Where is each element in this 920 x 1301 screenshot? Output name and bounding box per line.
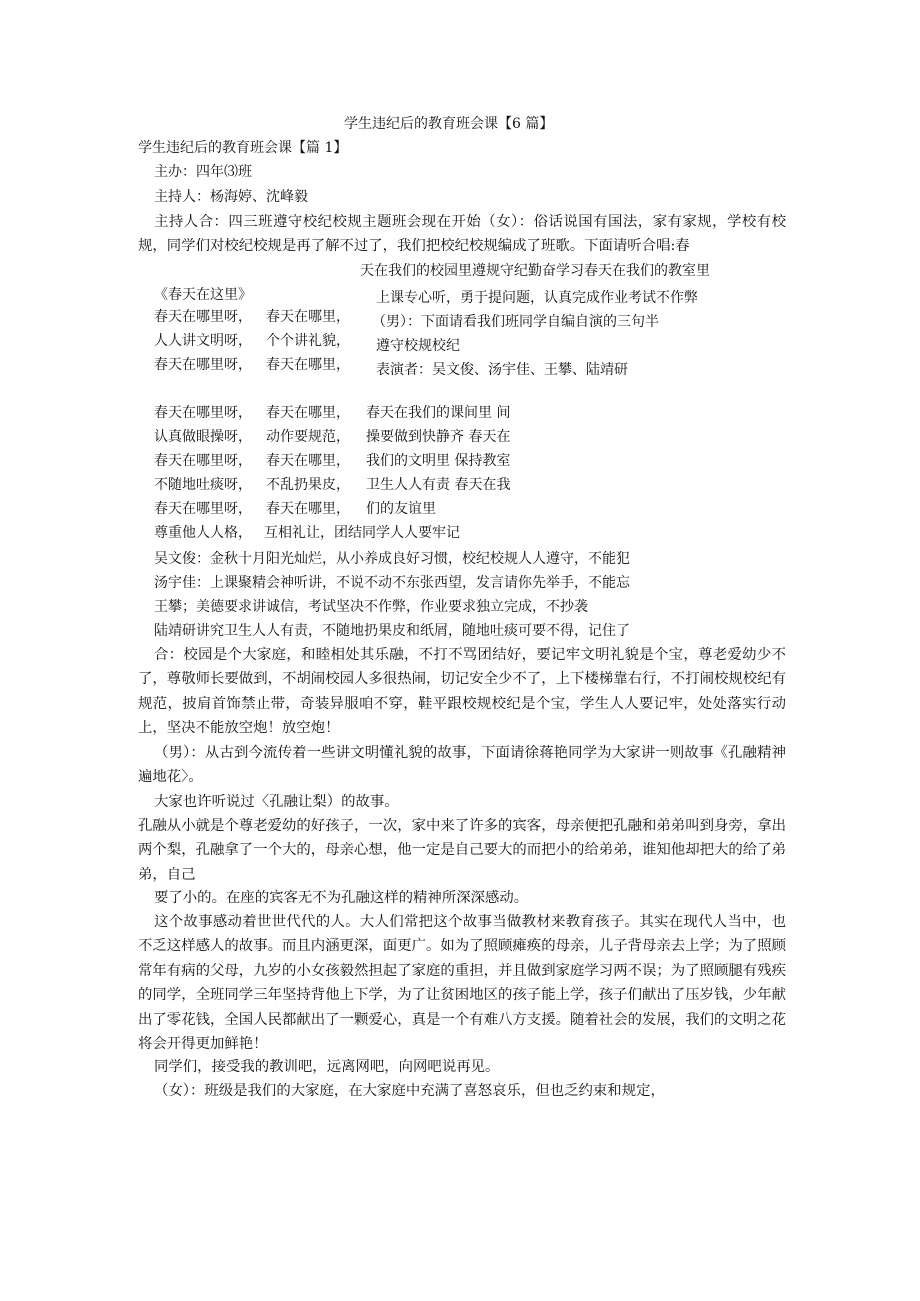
- intro-paragraph: 主持人合：四三班遵守校纪校规主题班会现在开始（女）：俗话说国有国法，家有家规，学校有校规，同学们对校纪校规是再了解不过了，我们把校纪校规编成了班歌。下面请听合唱:春: [138, 214, 786, 255]
- song-line: 动作要规范，: [266, 429, 350, 445]
- hosts-line: 主持人：杨海婷、沈峰毅: [154, 189, 308, 205]
- song-line: 操要做到快静齐 春天在: [366, 429, 511, 445]
- chorus-paragraph: 合：校园是个大家庭，和睦相处其乐融，不打不骂团结好，要记牢文明礼貌是个宝，尊老爱幼少不了，尊敬师长要做到，不胡闹校园人多很热闹，切记安全少不了，上下楼梯靠右行，不打闹校规校纪有规范，披肩首饰禁止带，奇装异服咱不穿，鞋平跟校规校纪是个宝，学生人人要记牢，处处落实行动上，坚决不能放空炮！放空炮！: [138, 647, 786, 737]
- dialogue-line: 吴文俊：金秋十月阳光灿烂，从小养成良好习惯，校纪校规人人遵守，不能犯: [154, 551, 630, 567]
- song-line: 春天在哪里呀，: [154, 405, 252, 421]
- right-line-4: 遵守校规校纪: [376, 338, 460, 354]
- ending-paragraph-2: （女）：班级是我们的大家庭，在大家庭中充满了喜怒哀乐，但也乏约束和规定，: [154, 1083, 665, 1099]
- song-line: 春天在哪里呀，: [154, 309, 252, 325]
- dialogue-line: 王攀；美德要求讲诚信，考试坚决不作弊，作业要求独立完成，不抄袭: [154, 599, 588, 615]
- organizer-line: 主办：四年⑶班: [154, 164, 252, 180]
- right-line-1: 天在我们的校园里遵规守纪勤奋学习春天在我们的教室里: [360, 263, 710, 279]
- song-line: 春天在哪里，: [266, 453, 350, 469]
- song-line: 春天在我们的课间里 间: [366, 405, 511, 421]
- story-paragraph-2: 孔融从小就是个尊老爱幼的好孩子，一次，家中来了许多的宾客，母亲便把孔融和弟弟叫到身旁，拿出两个梨，孔融拿了一个大的，母亲心想，他一定是自己要大的而把小的给弟弟，谁知他却把大的给了弟弟，自己: [138, 818, 786, 883]
- song-line: 春天在哪里，: [266, 357, 350, 373]
- dialogue-line: 陆靖研讲究卫生人人有责，不随地扔果皮和纸屑，随地吐痰可要不得，记住了: [154, 623, 630, 639]
- story-paragraph-3: 要了小的。在座的宾客无不为孔融这样的精神所深深感动。: [154, 890, 529, 906]
- song-line: 认真做眼操呀，: [154, 429, 252, 445]
- song-line: 互相礼让，团结同学人人要牢记: [264, 525, 460, 541]
- song-line: 春天在哪里呀，: [154, 357, 252, 373]
- song-line: 个个讲礼貌，: [266, 333, 350, 349]
- song-line: 尊重他人人格，: [154, 525, 252, 541]
- boy-paragraph: （男）：从古到今流传着一些讲文明懂礼貌的故事，下面请徐蒋艳同学为大家讲一则故事《孔融精神遍地花〉。: [138, 745, 786, 786]
- song-line: 们的友谊里: [366, 501, 436, 517]
- doc-title: 学生违纪后的教育班会课【6 篇】: [344, 116, 554, 132]
- song-line: 人人讲文明呀，: [154, 333, 252, 349]
- right-line-3: （男）：下面请看我们班同学自编自演的三句半: [372, 314, 659, 330]
- song-line: 卫生人人有责 春天在我: [366, 477, 511, 493]
- right-line-5: 表演者：吴文俊、汤宇佳、王攀、陆靖研: [376, 362, 628, 378]
- song-line: 不乱扔果皮，: [266, 477, 350, 493]
- right-line-2: 上课专心听，勇于提问题，认真完成作业考试不作弊: [376, 290, 698, 306]
- song-title: 《春天在这里》: [154, 287, 252, 303]
- section-heading: 学生违纪后的教育班会课【篇 1】: [138, 140, 348, 156]
- ending-paragraph-1: 同学们，接受我的教训吧，远离网吧，向网吧说再见。: [154, 1059, 500, 1075]
- story-paragraph-4: 这个故事感动着世世代代的人。大人们常把这个故事当做教材来教育孩子。其实在现代人当中，也不乏这样感人的故事。而且内涵更深，面更广。如为了照顾瘫痪的母亲，儿子背母亲去上学；为了照顾常年有病的父母，九岁的小女孩毅然担起了家庭的重担，并且做到家庭学习两不误；为了照顾腿有残疾的同学，全班同学三年坚持背他上下学，为了让贫困地区的孩子能上学，孩子们献出了压岁钱，少年献出了零花钱，全国人民都献出了一颗爱心，真是一个有难八方支援。随着社会的发展，我们的文明之花将会开得更加鲜艳！: [138, 914, 786, 1053]
- dialogue-line: 汤宇佳：上课聚精会神听讲，不说不动不东张西望，发言请你先举手，不能忘: [154, 575, 630, 591]
- song-line: 不随地吐痰呀，: [154, 477, 252, 493]
- song-line: 春天在哪里，: [266, 309, 350, 325]
- song-line: 春天在哪里呀，: [154, 501, 252, 517]
- story-paragraph-1: 大家也许听说过〈孔融让梨）的故事。: [154, 794, 399, 810]
- song-line: 我们的文明里 保持教室: [366, 453, 511, 469]
- song-line: 春天在哪里，: [266, 501, 350, 517]
- song-line: 春天在哪里，: [266, 405, 350, 421]
- song-line: 春天在哪里呀，: [154, 453, 252, 469]
